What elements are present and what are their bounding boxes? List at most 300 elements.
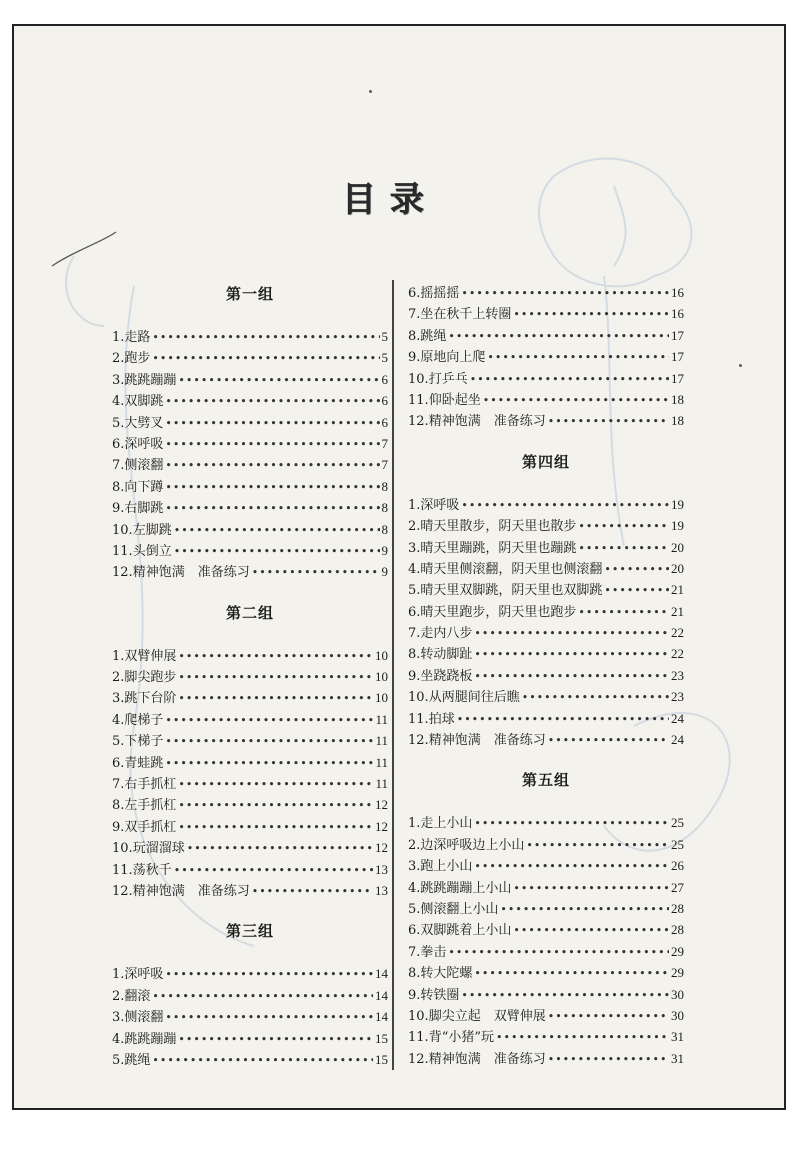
toc-entry[interactable] [112, 666, 388, 687]
leader-dots [174, 541, 380, 562]
entry-page-number: 6 [381, 371, 388, 387]
entry-number: 11. [408, 1030, 429, 1046]
group-heading: 第四组 [521, 452, 570, 471]
entry-page-number: 29 [671, 965, 684, 981]
leader-dots [178, 795, 373, 816]
entry-number: 4. [112, 1031, 125, 1047]
entry-title: 晴天里双脚跳，阴天里也双脚跳 [420, 583, 603, 599]
toc-entry[interactable] [112, 963, 388, 984]
group-heading: 第二组 [225, 603, 274, 622]
leader-dots [548, 1049, 669, 1070]
entry-page-number: 14 [375, 987, 388, 1003]
entry-page-number: 13 [375, 882, 388, 898]
entry-page-number: 31 [671, 1050, 684, 1066]
leader-dots [474, 644, 669, 665]
leader-dots [152, 986, 373, 1007]
entry-title: 下梯子 [124, 734, 164, 750]
entry-number: 3. [408, 859, 421, 875]
entry-title: 侧滚翻 [124, 458, 164, 474]
toc-entry[interactable] [112, 476, 388, 497]
leader-dots [513, 878, 669, 899]
leader-dots [165, 477, 379, 498]
entry-page-number: 17 [671, 370, 684, 386]
toc-entry[interactable] [112, 369, 388, 390]
entry-number: 4. [408, 880, 421, 896]
entry-number: 1. [112, 648, 125, 664]
leader-dots [165, 710, 373, 731]
entry-number: 4. [408, 561, 421, 577]
entry-title: 深呼吸 [124, 967, 164, 983]
entry-title: 跳跳蹦蹦 [124, 1031, 177, 1047]
entry-number: 11. [408, 711, 429, 727]
entry-number: 7. [408, 307, 421, 323]
entry-title: 跑上小山 [420, 859, 473, 875]
entry-number: 6. [408, 923, 421, 939]
entry-page-number: 5 [381, 329, 388, 344]
toc-entry[interactable] [408, 686, 684, 707]
heading-spacer [112, 306, 388, 326]
toc-entry[interactable] [408, 877, 684, 898]
toc-entry[interactable] [408, 708, 684, 729]
entry-number: 12. [408, 414, 429, 430]
leader-dots [165, 964, 373, 985]
entry-number: 11. [112, 543, 133, 559]
entry-page-number: 21 [671, 582, 684, 598]
entry-title: 双臂伸展 [124, 648, 177, 664]
group-heading: 第一组 [225, 285, 274, 303]
entry-title: 转铁圈 [420, 987, 460, 1003]
toc-list [112, 645, 388, 902]
entry-page-number: 14 [375, 966, 388, 982]
toc-entry[interactable] [112, 540, 388, 561]
leader-dots [165, 434, 379, 455]
entry-title: 精神饱满 准备练习 [428, 733, 546, 749]
entry-title: 坐在秋千上转圈 [420, 307, 512, 323]
entry-page-number: 17 [671, 349, 684, 365]
entry-page-number: 25 [671, 836, 684, 852]
toc-entry[interactable] [408, 515, 684, 536]
toc-entry[interactable] [112, 645, 388, 666]
entry-title: 双脚跳 [124, 394, 164, 410]
leader-dots [165, 731, 373, 752]
entry-title: 大劈叉 [124, 415, 164, 431]
leader-dots [152, 348, 379, 369]
entry-page-number: 23 [671, 689, 684, 705]
leader-dots [474, 856, 669, 877]
toc-entry[interactable] [408, 941, 684, 962]
leader-dots [474, 813, 669, 834]
entry-page-number: 8 [381, 521, 388, 537]
entry-number: 9. [408, 668, 421, 684]
leader-dots [178, 688, 373, 709]
toc-entry[interactable] [408, 325, 684, 346]
entry-number: 6. [112, 436, 125, 452]
toc-entry[interactable] [408, 962, 684, 983]
leader-dots [604, 559, 669, 580]
entry-number: 10. [408, 371, 429, 387]
entry-number: 6. [408, 286, 421, 301]
entry-page-number: 10 [375, 647, 388, 663]
entry-title: 拳击 [420, 944, 447, 960]
toc-entry[interactable] [112, 1049, 388, 1070]
entry-page-number: 15 [375, 1030, 388, 1046]
entry-number: 8. [112, 798, 125, 814]
leader-dots [252, 562, 380, 583]
entry-number: 2. [408, 837, 421, 853]
toc-entry[interactable] [112, 837, 388, 858]
entry-page-number: 11 [375, 776, 388, 792]
entry-title: 左脚跳 [132, 522, 172, 538]
entry-page-number: 31 [671, 1029, 684, 1045]
entry-number: 9. [112, 501, 125, 517]
toc-entry[interactable] [112, 752, 388, 773]
entry-title: 精神饱满 准备练习 [428, 1051, 546, 1067]
heading-spacer [112, 625, 388, 645]
entry-title: 跳跳蹦蹦上小山 [420, 880, 512, 896]
toc-entry[interactable] [408, 1005, 684, 1026]
entry-page-number: 23 [671, 667, 684, 683]
entry-title: 转动脚趾 [420, 647, 473, 663]
leader-dots [165, 1007, 373, 1028]
toc-entry[interactable] [112, 454, 388, 475]
entry-page-number: 26 [671, 858, 684, 874]
toc-entry[interactable] [112, 794, 388, 815]
entry-page-number: 24 [671, 732, 684, 748]
leader-dots [165, 391, 379, 412]
entry-page-number: 6 [381, 393, 388, 409]
entry-title: 打乒乓 [428, 371, 468, 387]
entry-number: 8. [408, 647, 421, 663]
toc-entry[interactable] [408, 622, 684, 643]
toc-list [112, 326, 388, 583]
entry-title: 青蛙跳 [124, 755, 164, 771]
entry-title: 头倒立 [132, 543, 172, 559]
entry-page-number: 6 [381, 414, 388, 430]
leader-dots [578, 602, 669, 623]
entry-page-number: 24 [671, 710, 684, 726]
entry-number: 3. [408, 540, 421, 556]
leader-dots [178, 646, 373, 667]
entry-page-number: 18 [671, 413, 684, 429]
toc-entry[interactable] [408, 643, 684, 664]
entry-title: 晴天里蹦跳，阴天里也蹦跳 [420, 540, 577, 556]
group-heading: 第三组 [225, 922, 274, 941]
entry-title: 侧滚翻 [124, 1010, 164, 1026]
entry-number: 5. [112, 415, 125, 431]
entry-title: 深呼吸 [124, 436, 164, 452]
toc-entry[interactable] [112, 859, 388, 880]
entry-title: 玩溜溜球 [132, 841, 185, 857]
leader-dots [578, 538, 669, 559]
toc-entry[interactable] [408, 834, 684, 855]
leader-dots [178, 774, 373, 795]
entry-page-number: 8 [381, 478, 388, 494]
leader-dots [457, 709, 669, 730]
toc-entry[interactable] [408, 389, 684, 410]
entry-title: 边深呼吸边上小山 [420, 837, 525, 853]
entry-page-number: 18 [671, 391, 684, 407]
toc-entry[interactable] [112, 730, 388, 751]
toc-entry[interactable] [112, 347, 388, 368]
toc-entry[interactable] [408, 410, 684, 431]
entry-page-number: 28 [671, 922, 684, 938]
entry-page-number: 7 [381, 457, 388, 473]
leader-dots [178, 667, 373, 688]
leader-dots [461, 283, 669, 304]
entry-title: 精神饱满 准备练习 [132, 883, 250, 899]
entry-number: 5. [408, 901, 421, 917]
toc-entry[interactable] [112, 497, 388, 518]
entry-title: 仰卧起坐 [428, 392, 481, 408]
toc-entry[interactable] [112, 816, 388, 837]
entry-title: 拍球 [428, 711, 455, 727]
leader-dots [448, 326, 669, 347]
toc-entry[interactable] [112, 412, 388, 433]
entry-page-number: 28 [671, 900, 684, 916]
entry-title: 双手抓杠 [124, 819, 177, 835]
entry-number: 10. [408, 1008, 429, 1024]
toc-entry[interactable] [112, 880, 388, 901]
entry-number: 9. [408, 987, 421, 1003]
entry-page-number: 22 [671, 646, 684, 662]
entry-title: 跳下台阶 [124, 691, 177, 707]
entry-title: 晴天里散步，阴天里也散步 [420, 519, 577, 535]
entry-page-number: 11 [375, 754, 388, 770]
toc-entry[interactable] [408, 1048, 684, 1069]
leader-dots [178, 817, 373, 838]
entry-page-number: 25 [671, 815, 684, 831]
toc-entry[interactable] [408, 346, 684, 367]
toc-entry[interactable] [408, 282, 684, 303]
entry-title: 跑步 [124, 351, 151, 367]
toc-list [408, 494, 684, 751]
toc-entry[interactable] [408, 919, 684, 940]
leader-dots [526, 835, 669, 856]
entry-number: 3. [112, 372, 125, 388]
column-divider [392, 280, 394, 1070]
entry-number: 7. [408, 944, 421, 960]
toc-entry[interactable] [408, 665, 684, 686]
entry-number: 11. [112, 862, 133, 878]
toc-entry[interactable] [112, 1006, 388, 1027]
heading-spacer [408, 792, 684, 812]
entry-number: 7. [112, 777, 125, 793]
leader-dots [461, 985, 669, 1006]
entry-page-number: 10 [375, 690, 388, 706]
toc-entry[interactable] [112, 1028, 388, 1049]
leader-dots [252, 881, 373, 902]
entry-page-number: 21 [671, 603, 684, 619]
toc-entry[interactable] [408, 812, 684, 833]
entry-number: 1. [408, 816, 421, 832]
entry-page-number: 12 [375, 818, 388, 834]
toc-entry[interactable] [112, 709, 388, 730]
entry-page-number: 16 [671, 306, 684, 322]
entry-page-number: 19 [671, 518, 684, 534]
leader-dots [152, 1050, 373, 1071]
entry-number: 11. [408, 392, 429, 408]
leader-dots [513, 304, 669, 325]
leader-dots [483, 390, 669, 411]
entry-title: 跳绳 [124, 1052, 151, 1068]
toc-entry[interactable] [408, 494, 684, 515]
leader-dots [152, 327, 379, 348]
toc-entry[interactable] [112, 433, 388, 454]
entry-page-number: 27 [671, 879, 684, 895]
entry-title: 走上小山 [420, 816, 473, 832]
toc-entry[interactable] [112, 687, 388, 708]
speck [369, 90, 372, 93]
entry-page-number: 11 [375, 733, 388, 749]
entry-number: 8. [408, 966, 421, 982]
toc-entry[interactable] [112, 519, 388, 540]
toc-entry[interactable] [408, 601, 684, 622]
entry-title: 右手抓杠 [124, 777, 177, 793]
leader-dots [174, 520, 380, 541]
entry-title: 向下蹲 [124, 479, 164, 495]
entry-number: 12. [112, 565, 133, 581]
speck [739, 364, 742, 367]
entry-title: 晴天里跑步，阴天里也跑步 [420, 604, 577, 620]
leader-dots [470, 369, 669, 390]
leader-dots [513, 920, 669, 941]
entry-page-number: 30 [671, 986, 684, 1002]
entry-number: 1. [112, 967, 125, 983]
entry-number: 7. [112, 458, 125, 474]
entry-title: 脚尖跑步 [124, 670, 177, 686]
entry-title: 转大陀螺 [420, 966, 473, 982]
entry-number: 9. [112, 819, 125, 835]
entry-title: 脚尖立起 双臂伸展 [428, 1008, 546, 1024]
leader-dots [174, 860, 373, 881]
entry-title: 侧滚翻上小山 [420, 901, 499, 917]
leader-dots [165, 498, 379, 519]
entry-number: 5. [408, 583, 421, 599]
leader-dots [187, 838, 373, 859]
leader-dots [165, 455, 379, 476]
entry-page-number: 7 [381, 435, 388, 451]
entry-number: 7. [408, 626, 421, 642]
toc-column-right [408, 282, 684, 1069]
toc-entry[interactable] [408, 303, 684, 324]
entry-page-number: 16 [671, 285, 684, 300]
entry-number: 10. [408, 690, 429, 706]
entry-title: 从两腿间往后瞧 [428, 690, 520, 706]
entry-number: 1. [112, 330, 125, 345]
entry-page-number: 19 [671, 496, 684, 512]
entry-number: 4. [112, 394, 125, 410]
toc-list [408, 812, 684, 1069]
entry-title: 荡秋千 [132, 862, 172, 878]
leader-dots [500, 899, 669, 920]
entry-page-number: 29 [671, 943, 684, 959]
toc-entry[interactable] [112, 773, 388, 794]
leader-dots [448, 942, 669, 963]
leader-dots [604, 580, 669, 601]
toc-entry[interactable] [408, 558, 684, 579]
heading-spacer [408, 474, 684, 494]
entry-number: 8. [408, 328, 421, 344]
leader-dots [178, 1029, 373, 1050]
entry-number: 4. [112, 712, 125, 728]
leader-dots [178, 370, 379, 391]
toc-entry[interactable] [408, 579, 684, 600]
leader-dots [474, 623, 669, 644]
entry-title: 摇摇摇 [420, 286, 460, 301]
entry-number: 10. [112, 841, 133, 857]
entry-title: 右脚跳 [124, 501, 164, 517]
toc-entry[interactable] [112, 326, 388, 347]
entry-number: 5. [112, 734, 125, 750]
entry-title: 精神饱满 准备练习 [132, 565, 250, 581]
entry-title: 原地向上爬 [420, 350, 486, 366]
leader-dots [474, 963, 669, 984]
entry-page-number: 30 [671, 1007, 684, 1023]
entry-page-number: 13 [375, 861, 388, 877]
entry-title: 精神饱满 准备练习 [428, 414, 546, 430]
entry-page-number: 8 [381, 500, 388, 516]
entry-page-number: 15 [375, 1051, 388, 1067]
toc-entry[interactable] [408, 368, 684, 389]
leader-dots [165, 753, 373, 774]
entry-number: 2. [112, 670, 125, 686]
entry-page-number: 9 [381, 564, 388, 580]
leader-dots [474, 666, 669, 687]
group-heading: 第五组 [521, 771, 570, 790]
entry-number: 2. [112, 988, 125, 1004]
toc-entry[interactable] [408, 729, 684, 750]
entry-page-number: 12 [375, 797, 388, 813]
entry-page-number: 22 [671, 625, 684, 641]
leader-dots [578, 516, 669, 537]
entry-title: 爬梯子 [124, 712, 164, 728]
leader-dots [461, 495, 669, 516]
entry-page-number: 20 [671, 539, 684, 555]
entry-title: 走内八步 [420, 626, 473, 642]
entry-number: 6. [408, 604, 421, 620]
toc-entry[interactable] [408, 898, 684, 919]
entry-number: 5. [112, 1052, 125, 1068]
entry-page-number: 20 [671, 560, 684, 576]
leader-dots [487, 347, 669, 368]
entry-number: 2. [408, 519, 421, 535]
toc-entry[interactable] [408, 537, 684, 558]
entry-page-number: 12 [375, 840, 388, 856]
toc-entry[interactable] [408, 984, 684, 1005]
leader-dots [548, 411, 669, 432]
entry-number: 6. [112, 755, 125, 771]
entry-title: 翻滚 [124, 988, 151, 1004]
entry-number: 8. [112, 479, 125, 495]
entry-title: 跳跳蹦蹦 [124, 372, 177, 388]
entry-title: 深呼吸 [420, 497, 460, 513]
entry-number: 12. [408, 1051, 429, 1067]
leader-dots [522, 687, 669, 708]
entry-title: 双脚跳着上小山 [420, 923, 512, 939]
toc-entry[interactable] [408, 855, 684, 876]
toc-entry[interactable] [408, 1026, 684, 1047]
toc-entry[interactable] [112, 390, 388, 411]
entry-title: 左手抓杠 [124, 798, 177, 814]
leader-dots [165, 413, 379, 434]
entry-page-number: 17 [671, 327, 684, 343]
entry-number: 9. [408, 350, 421, 366]
entry-title: 坐跷跷板 [420, 668, 473, 684]
toc-entry[interactable] [112, 985, 388, 1006]
toc-entry[interactable] [112, 561, 388, 582]
entry-page-number: 9 [381, 542, 388, 558]
toc-list [112, 963, 388, 1070]
